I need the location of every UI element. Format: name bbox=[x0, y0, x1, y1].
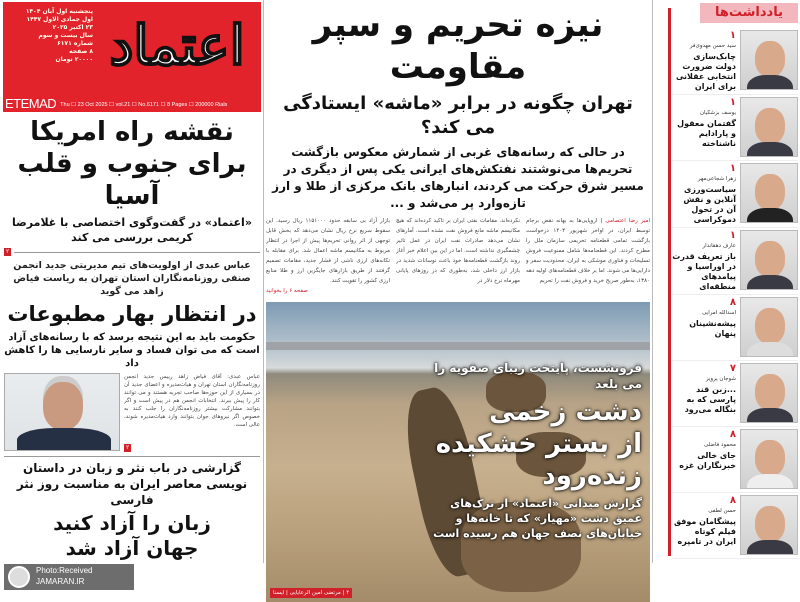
feature-photo[interactable] bbox=[266, 302, 650, 602]
story-headline[interactable] bbox=[4, 116, 260, 212]
face-shape bbox=[43, 382, 83, 430]
face-shape bbox=[755, 174, 785, 210]
column-text: بازار آزاد بی سابقه حدود ۱۱۵۱۰۰۰ ریال رسید. این سقوط سریع نرخ ریال نشان می‌دهد که بخش قابل توجهی از اثر روانی تحریم‌ها پیش از اجرا در انتظار مربوط به مکانیسم ماشه اعمال شد. برای مقابله با تکانه‌های ارزی ناشی از فشار جدید، مقامات تصمیم گرفتند از طریق بازارهای جایگزین ارز و طلا منابع ارزی کشور را تقویت کنند. bbox=[266, 218, 390, 284]
author-photo bbox=[740, 495, 798, 555]
note-text bbox=[672, 97, 736, 158]
byline: امیر رضا اعتصامی bbox=[605, 218, 650, 224]
face-shape bbox=[755, 374, 785, 410]
column-text: اروپایی‌ها به بهانه نقض برجام توسط ایران، در اواخر شهریور ۱۴۰۴ درخواست بازگشت تمامی قطعنامه تحریمی سازمان ملل را مطرح کردند. این قطعنامه‌ها شامل ممنوعیت فروش تسلیحات و فناوری موشکی به ایران، محدودیت سفر و دارایی‌ها می شوند. اما بر خلاف قطعنامه‌های اولیه دهه ۱۳۸۰، به‌طور صریح خرید و فروش نفت را تحریم bbox=[526, 218, 650, 284]
latin-name: ETEMAD bbox=[5, 96, 57, 111]
page-badge: ۲ bbox=[126, 444, 130, 451]
author-photo bbox=[740, 163, 798, 223]
note-author: زهرا شجاعی‌مهر bbox=[697, 176, 736, 182]
story-headline[interactable]: در انتظار بهار مطبوعات bbox=[7, 302, 257, 326]
face-shape bbox=[755, 41, 785, 77]
page-number: ۸ bbox=[729, 297, 736, 308]
face-shape bbox=[755, 506, 785, 542]
note-text bbox=[672, 163, 736, 225]
note-title: جای خالی خبرنگاران غزه bbox=[679, 451, 736, 470]
article-column bbox=[266, 216, 390, 296]
notes-list bbox=[672, 28, 798, 559]
story-headline[interactable] bbox=[4, 511, 260, 561]
note-text bbox=[672, 495, 736, 556]
body-shape bbox=[747, 142, 793, 157]
note-title: پیشگامان موفق فیلم کوتاه ایران در تامپره bbox=[673, 517, 736, 546]
body-shape bbox=[747, 408, 793, 423]
suit-shape bbox=[17, 428, 111, 451]
note-item[interactable] bbox=[672, 361, 798, 427]
note-author: عارف دهقاندار bbox=[702, 243, 736, 249]
face-shape bbox=[755, 440, 785, 476]
note-author: شوجان پرویز bbox=[705, 376, 736, 382]
main-subheadline: تهران چگونه در برابر «ماشه» ایستادگی می کند؟ bbox=[283, 93, 633, 138]
page-number: ۱ bbox=[729, 97, 736, 108]
divider bbox=[4, 456, 260, 457]
note-item[interactable] bbox=[672, 427, 798, 493]
issue-number: شماره ۶۱۷۱ bbox=[57, 40, 93, 47]
note-title: باز تعریف قدرت در اوراسیا و پیامدهای منطقه‌ای bbox=[672, 252, 736, 291]
note-item[interactable] bbox=[672, 228, 798, 295]
note-title: ...زبن قند پارسی که به بنگاله می‌رود bbox=[684, 385, 736, 414]
masthead bbox=[3, 2, 261, 112]
headline-line: دشت زخمی bbox=[489, 397, 642, 427]
note-author: حسن لطفی bbox=[708, 508, 736, 514]
note-item[interactable] bbox=[672, 493, 798, 559]
author-photo bbox=[740, 429, 798, 489]
page-badge: ۲ bbox=[6, 248, 10, 255]
body-shape bbox=[747, 540, 793, 555]
section-rule bbox=[668, 8, 671, 556]
issue-year: سال بیست و سوم bbox=[38, 32, 93, 39]
note-text bbox=[672, 363, 736, 424]
story-kicker: گزارشی در باب نثر و زبان در داستان نویسی معاصر ایران به مناسبت روز نثر فارسی bbox=[16, 461, 248, 507]
mountains-shape bbox=[266, 342, 650, 350]
page-number: ۷ bbox=[729, 363, 736, 374]
article-columns bbox=[266, 216, 650, 298]
note-item[interactable] bbox=[672, 28, 798, 95]
photo-headline bbox=[432, 396, 642, 492]
issue-hijri-date: اول جمادی الاول ۱۴۴۷ bbox=[26, 16, 93, 23]
story-kicker: عباس عبدی از اولویت‌های تیم مدیریتی جدید انجمن صنفی روزنامه‌نگاران استان تهران به ریاست فیاض زاهد می گوید bbox=[13, 260, 251, 297]
jamaran-logo-icon bbox=[8, 566, 30, 588]
section-title: یادداشت‌ها bbox=[700, 3, 798, 23]
author-photo bbox=[740, 30, 798, 90]
issue-pages: ۸ صفحه bbox=[69, 48, 93, 55]
left-column bbox=[4, 116, 260, 590]
article-column: نکرده‌اند. مقامات نفتی ایران بر تاکید کرده‌اند که هیچ مکانیسم ماشه مانع فروش نفت نشده است. آمارهای نشان می‌دهد صادرات نفت ایران در عمل تاثیر چشمگیری نداشته است. اما در این بین اعلام خبر آغاز روند بازگشت قطعنامه‌ها خود باعث نوسانات شدید در بازار ارز داخلی شد، به‌طوری که در روزهای پایانی مهرماه نرخ دلار در bbox=[396, 218, 520, 284]
headline-line: زنده‌رود bbox=[542, 461, 642, 491]
headline-line: از بستر خشکیده bbox=[435, 429, 642, 459]
note-text bbox=[672, 297, 736, 358]
note-item[interactable] bbox=[672, 161, 798, 228]
headline-line: برای جنوب و قلب آسیا bbox=[17, 149, 247, 211]
divider bbox=[14, 252, 260, 253]
column-divider bbox=[652, 0, 653, 563]
page-number: ۸ bbox=[729, 429, 736, 440]
issue-date: پنجشنبه اول آبان ۱۴۰۴ bbox=[25, 8, 93, 15]
story-body: عباس عبدی: آقای فیاض زاهد رییس جدید انجمن روزنامه‌نگاران استان تهران و هیات‌مدیره و اعضای جدید آن در بسیاری از این حوزه‌ها صاحب تجربه هستند و می توانند کار را پیش ببرند. انتخابات انجمن هم در پیش است و اگر بتوانند مشارکت بیشتر روزنامه‌نگاران را جلب کنند به خصوص اگر نیروهای جوان بتوانند وارد هیات‌مدیره شوند، عالی است. bbox=[124, 374, 260, 428]
body-shape bbox=[747, 275, 793, 290]
newspaper-logo: اعتماد bbox=[109, 13, 245, 77]
portrait-photo bbox=[4, 373, 120, 451]
main-lead: در حالی که رسانه‌های غربی از شمارش معکوس بازگشت تحریم‌ها می‌نوشتند نفتکش‌های ایرانی یکی پس از دیگری در مسیر شرق حرکت می کردند، انبارهای بانک مرکزی از طلا و ارز تازه‌وارد پر می‌شد و ... bbox=[272, 145, 644, 210]
note-title: چابک‌سازی دولت ضرورت انتخابی عقلانی برای ایران bbox=[675, 52, 736, 91]
story-subheadline: حکومت باید به این نتیجه برسد که با رسانه‌های آزاد است که می توان فساد و سایر نارسایی ها را کاهش داد bbox=[4, 332, 260, 369]
column-divider bbox=[263, 0, 264, 563]
photo-credit: ۴ | مرتضی امین الرعایایی | ایسنا bbox=[270, 588, 352, 598]
note-text bbox=[672, 429, 736, 490]
headline-line: زبان را آزاد کنید bbox=[53, 511, 211, 535]
page-number: ۱ bbox=[729, 30, 736, 41]
note-author: محمود فاضلی bbox=[703, 442, 736, 448]
author-photo bbox=[740, 97, 798, 157]
headline-line: نقشه راه امریکا bbox=[30, 117, 234, 147]
headline-line: جهان آزاد شد bbox=[65, 536, 199, 560]
body-shape bbox=[747, 474, 793, 489]
center-column bbox=[266, 4, 650, 596]
note-item[interactable] bbox=[672, 295, 798, 361]
note-author: اسدالله امرایی bbox=[702, 310, 736, 316]
body-shape bbox=[747, 75, 793, 90]
masthead-footer bbox=[5, 94, 259, 111]
page-number: ۱ bbox=[729, 163, 736, 174]
issue-info bbox=[9, 8, 93, 64]
note-text bbox=[672, 30, 736, 92]
photo-captions bbox=[432, 360, 642, 541]
note-title: پیشه‌نشینان پنهان bbox=[689, 319, 736, 338]
note-title: گفتمان معقول و پارادایم ناشناخته bbox=[677, 119, 736, 148]
author-photo bbox=[740, 230, 798, 290]
note-text bbox=[672, 230, 736, 292]
page-number: ۱ bbox=[729, 230, 736, 241]
story-photo-row bbox=[4, 373, 260, 453]
face-shape bbox=[755, 108, 785, 144]
author-photo bbox=[740, 297, 798, 357]
body-shape bbox=[747, 342, 793, 357]
issue-gregorian-date: ۲۳ اکتبر ۲۰۲۵ bbox=[52, 24, 93, 31]
note-item[interactable] bbox=[672, 95, 798, 161]
body-shape bbox=[747, 208, 793, 223]
photo-kicker: فرونشست، پایتخت زیبای صفویه را می بلعد bbox=[434, 361, 642, 391]
watermark bbox=[4, 564, 134, 590]
note-author: یوسف بزشکیان bbox=[699, 110, 736, 116]
page-number: ۸ bbox=[729, 495, 736, 506]
continue-link[interactable]: صفحه ۶ را بخوانید bbox=[266, 288, 308, 294]
article-column: امیر رضا اعتصامی | اروپایی‌ها به بهانه نقض برجام توسط ایران، در اواخر شهریور ۱۴۰۴ درخواست بازگشت تمامی قطعنامه تحریمی سازمان ملل را مطرح کردند. این قطعنامه‌ها شامل ممنوعیت فروش تسلیحات و فناوری موشکی به ایران، محدودیت سفر و دارایی‌ها می شوند. اما بر خلاف قطعنامه‌های اولیه دهه ۱۳۸۰، به‌طور صریح خرید و فروش نفت را تحریم bbox=[526, 218, 650, 284]
author-photo bbox=[740, 363, 798, 423]
main-headline[interactable]: نیزه تحریم و سپر مقاومت bbox=[312, 5, 604, 87]
note-title: سیاست‌ورزی آنلاین و نقش آن در تحول دموکراسی bbox=[683, 185, 736, 224]
issue-info-line: Thu ☐ 23 Oct 2025 ☐ vol.21 ☐ No.6171 ☐ 8 Pages ☐ 200000 Rials bbox=[60, 102, 228, 108]
face-shape bbox=[755, 241, 785, 277]
face-shape bbox=[755, 308, 785, 344]
story-subheadline: «اعتماد» در گفت‌وگوی اختصاصی با غلامرضا کریمی بررسی می کند bbox=[12, 216, 252, 244]
watermark-text: JAMARAN.IR bbox=[36, 577, 85, 586]
photo-subheadline: گزارش میدانی «اعتماد» از ترک‌های عمیق دشت «مهیار» که تا خانه‌ها و خیابان‌های نصف جهان هم رسیده است bbox=[433, 497, 642, 540]
watermark-text: Photo:Received bbox=[36, 566, 93, 575]
issue-price: ۲۰۰۰۰ تومان bbox=[55, 56, 93, 63]
note-author: سید حسن مهدوی‌فر bbox=[689, 43, 736, 49]
